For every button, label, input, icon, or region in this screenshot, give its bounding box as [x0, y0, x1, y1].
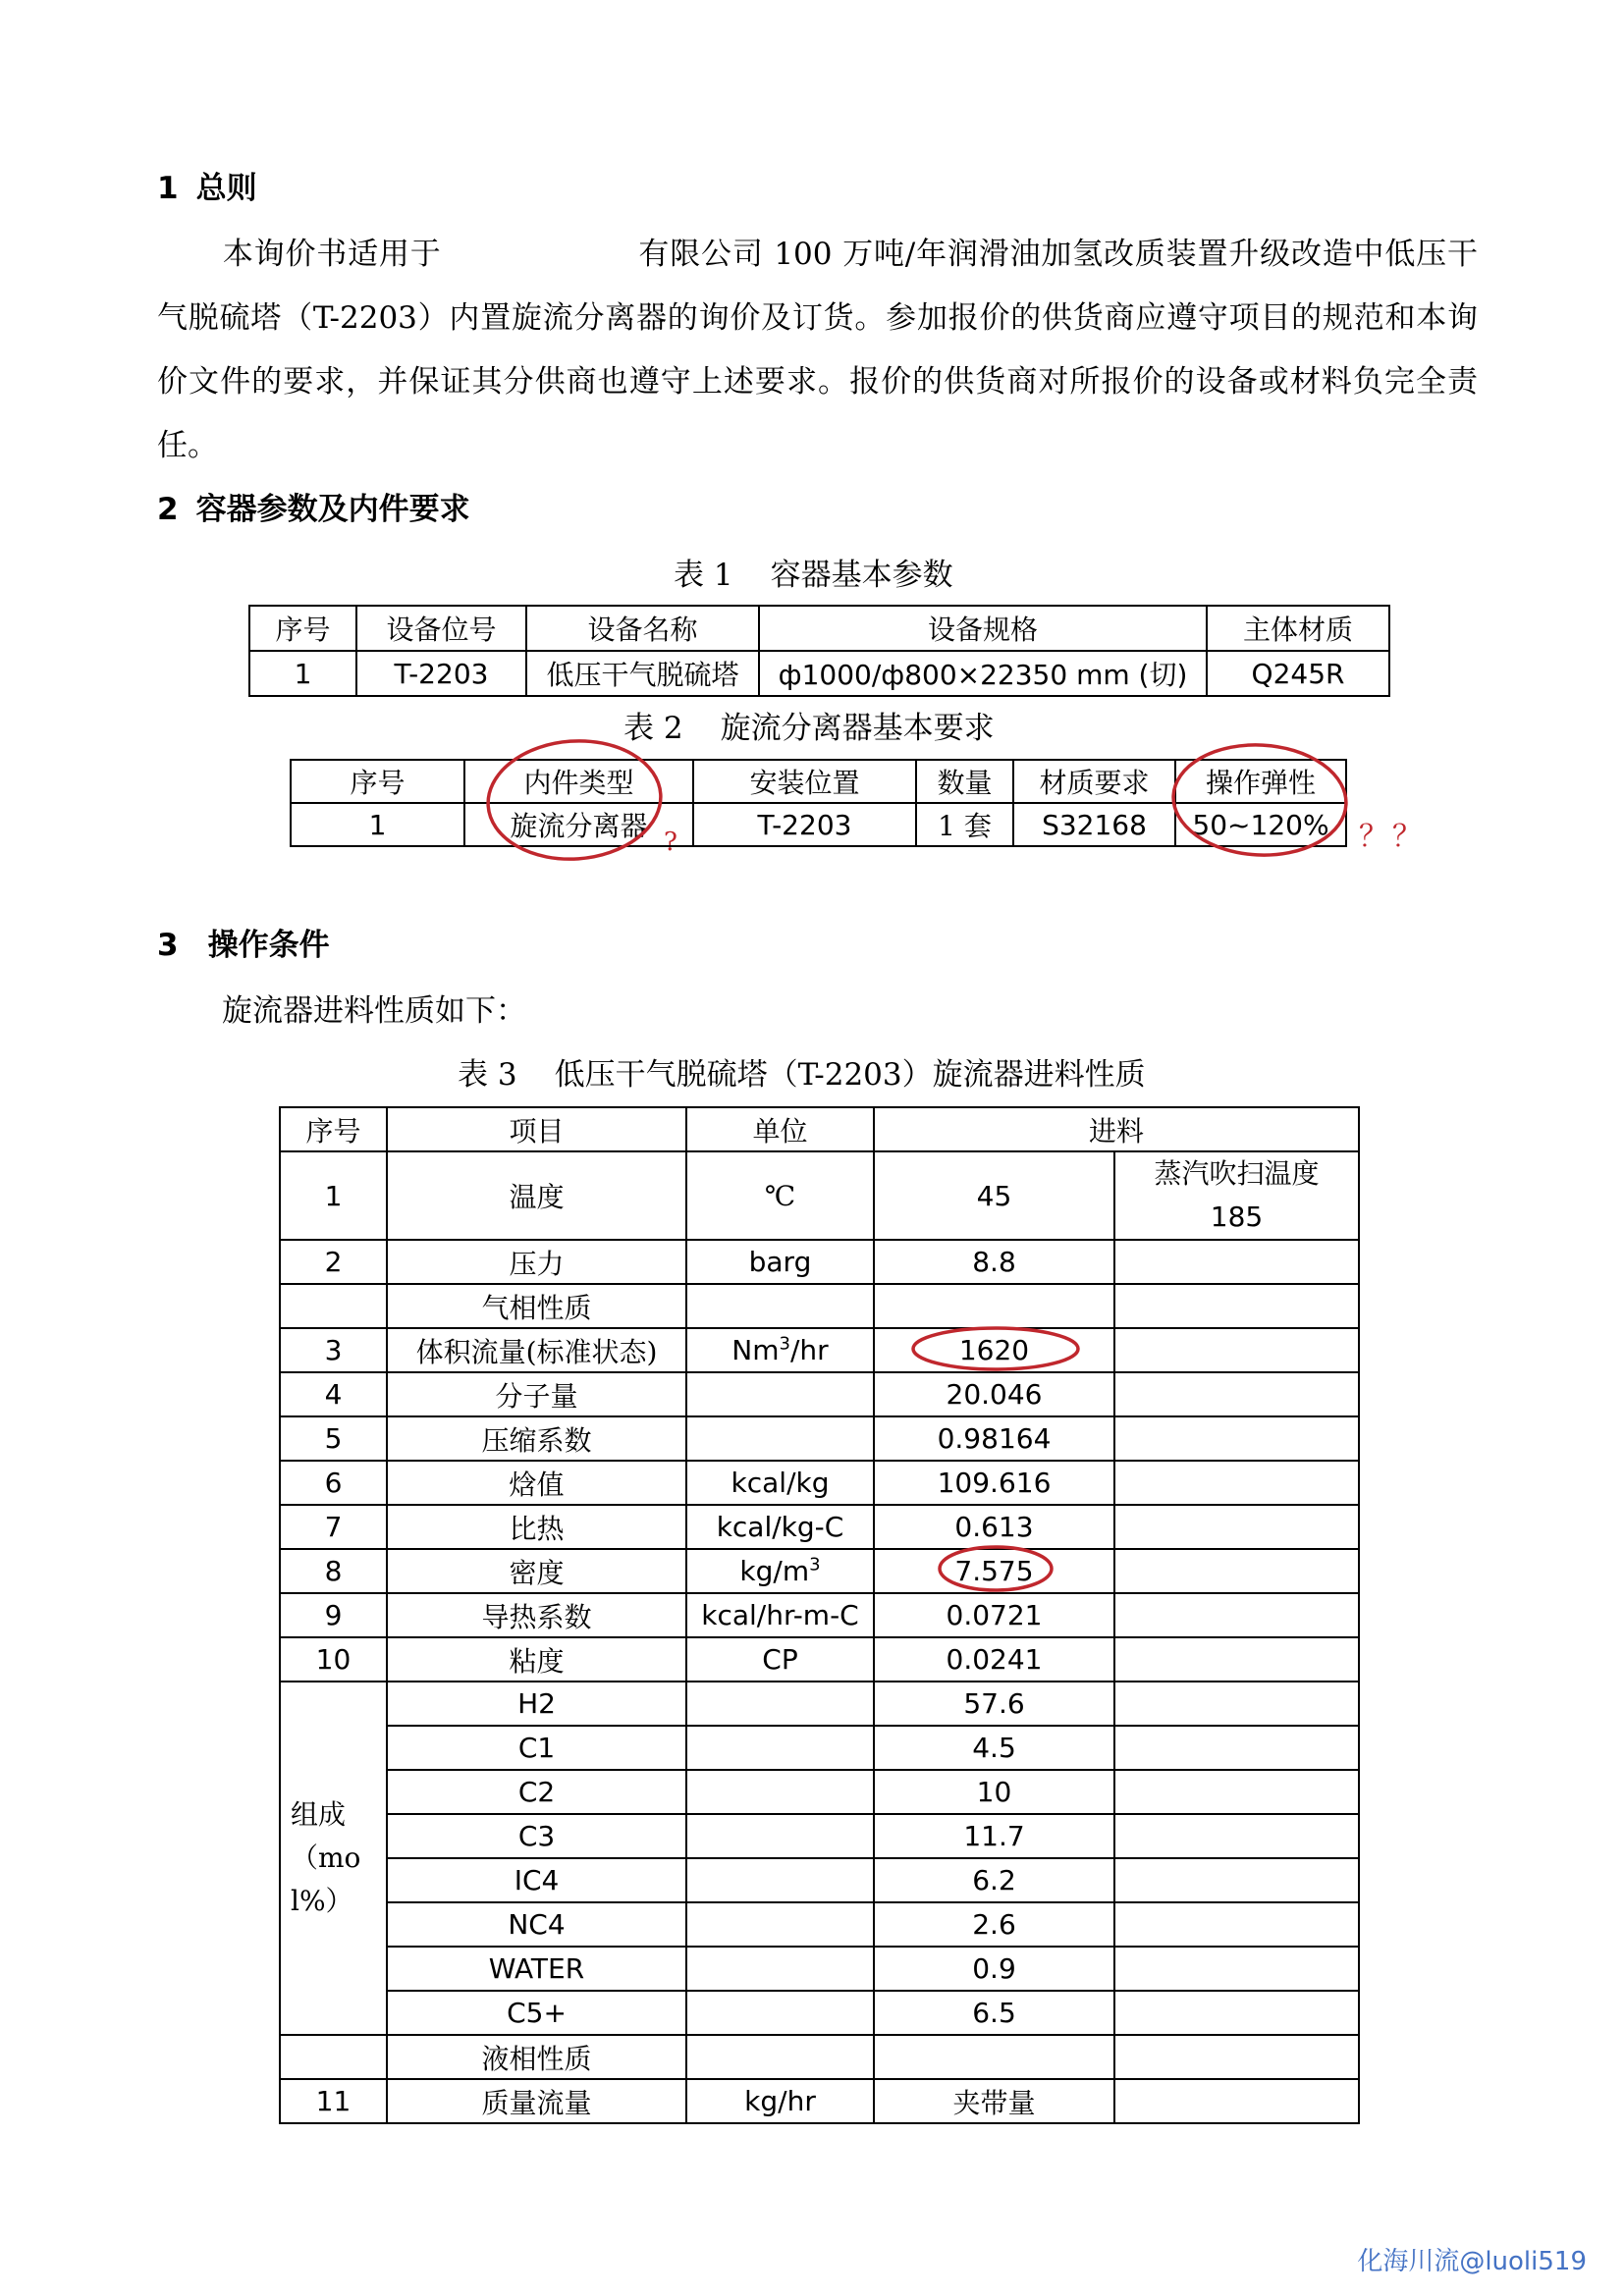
table-row: 3 体积流量(标准状态) Nm$^3$/hr 1620	[280, 1328, 1359, 1372]
table-row: IC4 6.2	[280, 1858, 1359, 1902]
table-row: 8 密度 $kg/m^3$ 7.575	[280, 1549, 1359, 1593]
intro3-text: 旋流器进料性质如下：	[222, 993, 526, 1029]
table-row: 4 分子量 20.046	[280, 1372, 1359, 1416]
watermark: 化海川流@luoli519	[1357, 2247, 1587, 2276]
table-row: NC4 2.6	[280, 1902, 1359, 1947]
table-row: 7 比热 kcal/kg-C 0.613	[280, 1505, 1359, 1549]
annotation-question-marks: ？？	[1359, 820, 1426, 854]
table3-caption: 表 3 低压干气脱硫塔（T-2203）旋流器进料性质	[458, 1057, 1146, 1093]
intro-paragraph: 本询价书适用于 有限公司 100 万吨/年润滑油加氢改质装置升级改造中低压干气脱硫塔（T-2203）内置旋流分离器的询价及订货。参加报价的供货商应遵守项目的规范和本询价文件的要求，并保证其分供商也遵守上述要求。报价的供货商对所报价的设备或材料负完全责任。	[157, 237, 1479, 463]
table-row: 液相性质	[280, 2035, 1359, 2079]
table-row: 1 温度 ℃ 45 蒸汽吹扫温度 185	[280, 1151, 1359, 1240]
table-row: 10 粘度 CP 0.0241	[280, 1637, 1359, 1682]
table-row: 6 焓值 kcal/kg 109.616	[280, 1461, 1359, 1505]
section-heading-1: 1 总则	[157, 171, 257, 206]
table-row: WATER 0.9	[280, 1947, 1359, 1991]
composition-label: 组成 （mo l%）	[280, 1682, 387, 2035]
feed-properties-table	[279, 1106, 1360, 2124]
table2-caption: 表 2 旋流分离器基本要求	[623, 711, 995, 746]
table-row: C5+ 6.5	[280, 1991, 1359, 2035]
table-row: 2 压力 barg 8.8	[280, 1240, 1359, 1284]
table-header-row: 序号 设备位号 设备名称 设备规格 主体材质	[249, 606, 1389, 651]
table-row: 1 旋流分离器 T-2203 1 套 S32168 50~120%	[291, 803, 1346, 846]
section-heading-2: 2 容器参数及内件要求	[157, 492, 470, 527]
table-row: 5 压缩系数 0.98164	[280, 1416, 1359, 1461]
table1-caption: 表 1 容器基本参数	[674, 558, 953, 593]
annotation-question-mark: ?	[664, 828, 677, 857]
section-heading-3: 3 操作条件	[157, 928, 330, 963]
table-row: C2 10	[280, 1770, 1359, 1814]
vessel-parameters-table	[248, 605, 1390, 697]
table-row: 组成 （mo l%） H2 57.6	[280, 1682, 1359, 1726]
table-row: 11 质量流量 kg/hr 夹带量	[280, 2079, 1359, 2123]
table-header-row: 序号 项目 单位 进料	[280, 1107, 1359, 1151]
table-row: C1 4.5	[280, 1726, 1359, 1770]
table-row: 气相性质	[280, 1284, 1359, 1328]
table-header-row: 序号 内件类型 安装位置 数量 材质要求 操作弹性	[291, 760, 1346, 803]
table-row: 9 导热系数 kcal/hr-m-C 0.0721	[280, 1593, 1359, 1637]
table-row: 1 T-2203 低压干气脱硫塔 ф1000/ф800×22350 mm (切) Q245R	[249, 651, 1389, 696]
separator-requirements-table	[290, 759, 1347, 847]
table-row: C3 11.7	[280, 1814, 1359, 1858]
